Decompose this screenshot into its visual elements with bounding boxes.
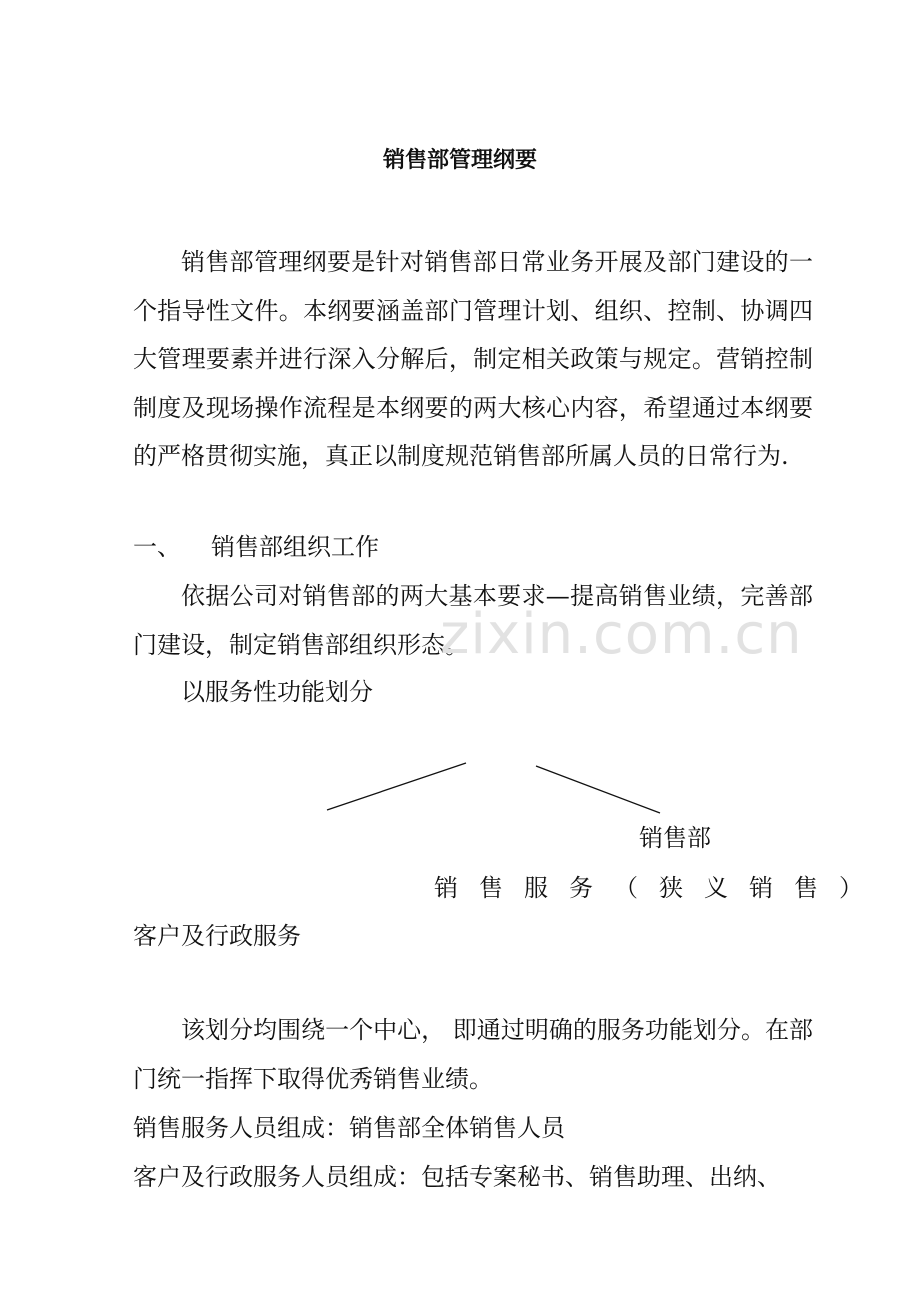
org-branch-admin: 客户及行政服务 [133, 922, 301, 950]
center-paragraph: 该划分均围绕一个中心， 即通过明确的服务功能划分。在部门统一指挥下取得优秀销售业绩。 [133, 1016, 813, 1093]
section-title: 销售部组织工作 [211, 533, 379, 561]
intro-paragraph: 销售部管理纲要是针对销售部日常业务开展及部门建设的一个指导性文件。本纲要涵盖部门管理计划、组织、控制、协调四大管理要素并进行深入分解后，制定相关政策与规定。营销控制制度及现场操作流程是本纲要的两大核心内容，希望通过本纲要的严格贯彻实施，真正以制度规范销售部所属人员的日常行为. [133, 248, 813, 470]
division-method: 以服务性功能划分 [181, 678, 373, 706]
section-heading [133, 532, 379, 562]
document-title: 销售部管理纲要 [382, 148, 537, 173]
org-root: 销售部 [639, 824, 711, 852]
org-line-right [536, 766, 660, 813]
section-number: 一、 [133, 533, 181, 561]
org-line-left [327, 763, 466, 810]
sales-staff-line: 销售服务人员组成：销售部全体销售人员 [133, 1114, 565, 1142]
org-branch-sales: 销售服务（狭义销售） [434, 874, 884, 902]
watermark: zixin.com.cn [440, 602, 803, 667]
basis-paragraph: 依据公司对销售部的两大基本要求—提高销售业绩，完善部门建设，制定销售部组织形态。 [133, 582, 813, 659]
admin-staff-line: 客户及行政服务人员组成：包括专案秘书、销售助理、出纳、 [133, 1163, 781, 1191]
